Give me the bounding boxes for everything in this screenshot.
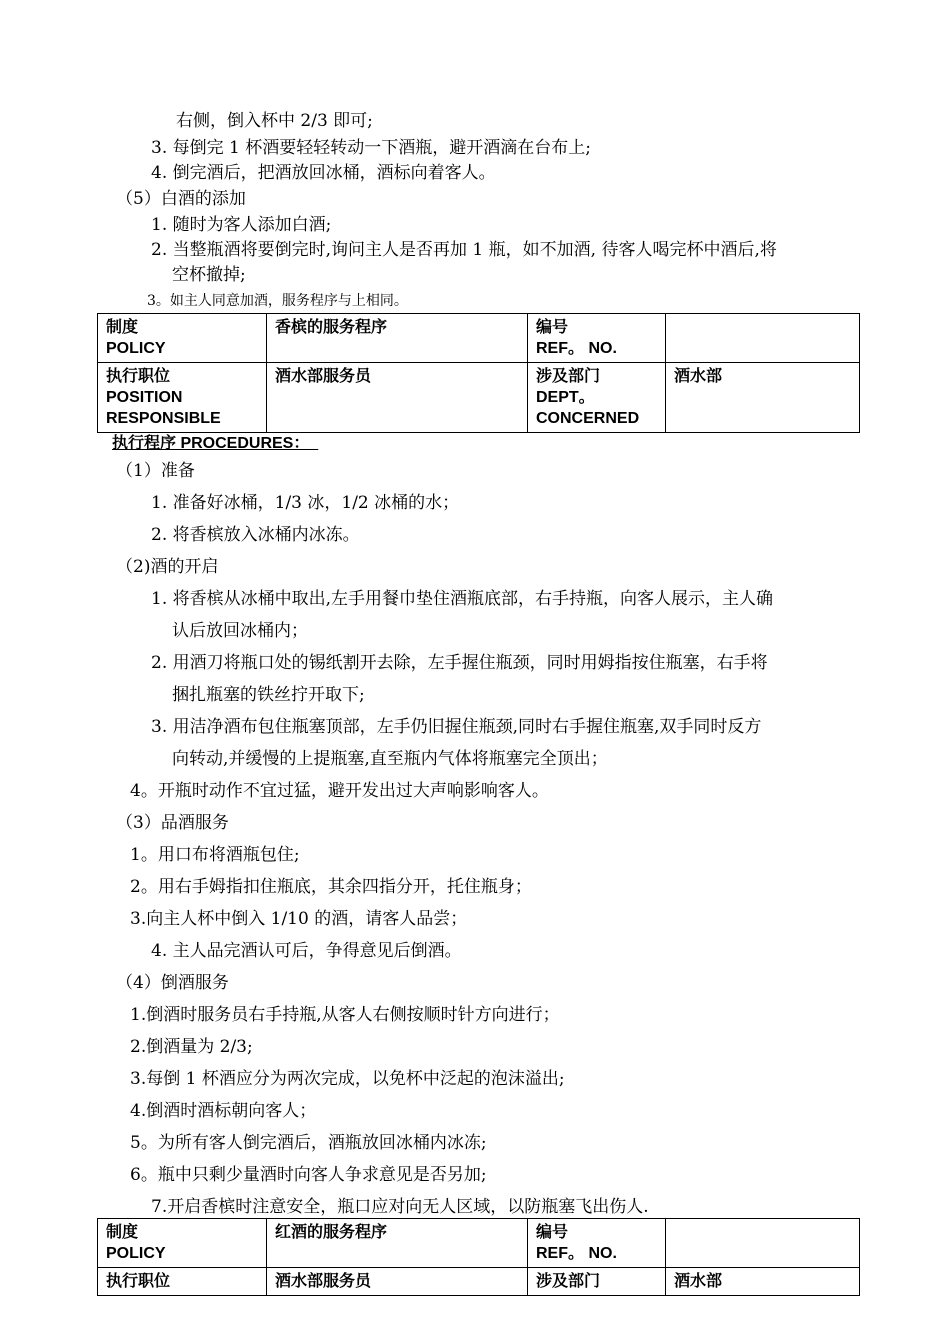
position-label-en: RESPONSIBLE <box>106 410 221 427</box>
text-line: 2。用右手姆指扣住瓶底，其余四指分开，托住瓶身； <box>130 877 532 897</box>
text-line: 3.每倒 1 杯酒应分为两次完成，以免杯中泛起的泡沫溢出; <box>130 1069 565 1089</box>
text-line: 2. 将香槟放入冰桶内冰冻。 <box>151 525 360 545</box>
text-line: 认后放回冰桶内； <box>172 621 308 641</box>
dept-value: 酒水部 <box>674 368 723 385</box>
text-line: 6。瓶中只剩少量酒时向客人争求意见是否另加; <box>130 1165 487 1185</box>
policy-table-red-wine <box>97 1218 860 1296</box>
dept-label-en: CONCERNED <box>536 410 640 427</box>
text-line: 2. 当整瓶酒将要倒完时,询问主人是否再加 1 瓶，如不加酒, 待客人喝完杯中酒后,将 <box>151 240 777 260</box>
text-line: 3. 用洁净酒布包住瓶塞顶部，左手仍旧握住瓶颈,同时右手握住瓶塞,双手同时反方 <box>151 717 762 737</box>
dept-value-cell <box>666 1268 860 1296</box>
text-line: 空杯撤掉; <box>172 265 246 285</box>
text-line: 4。开瓶时动作不宜过猛，避开发出过大声响影响客人。 <box>130 781 549 801</box>
text-line: 右侧，倒入杯中 2/3 即可; <box>176 111 373 131</box>
text-line: 4.倒酒时酒标朝向客人； <box>130 1101 317 1121</box>
position-label-cell <box>98 363 267 433</box>
section-heading: （3）品酒服务 <box>116 813 229 833</box>
section-heading: （1）准备 <box>116 461 195 481</box>
dept-label-en: DEPT。 <box>536 389 595 406</box>
text-line: 3. 每倒完 1 杯酒要轻轻转动一下酒瓶，避开酒滴在台布上; <box>151 138 591 158</box>
dept-label-cell <box>528 363 666 433</box>
text-line: 4. 主人品完酒认可后，争得意见后倒酒。 <box>151 941 462 961</box>
text-line: 7.开启香槟时注意安全，瓶口应对向无人区域，以防瓶塞飞出伤人. <box>151 1197 649 1217</box>
ref-label-cn: 编号 <box>536 1224 569 1241</box>
policy-label-en: POLICY <box>106 340 166 357</box>
text-line: 2.倒酒量为 2/3; <box>130 1037 253 1057</box>
position-value-cell <box>267 363 528 433</box>
position-label-cn: 执行职位 <box>106 368 171 385</box>
position-label-cell <box>98 1268 267 1296</box>
text-line: 2. 用酒刀将瓶口处的锡纸割开去除，左手握住瓶颈，同时用姆指按住瓶塞，右手将 <box>151 653 768 673</box>
policy-label-cell <box>98 1219 267 1268</box>
ref-label-cell <box>528 1219 666 1268</box>
ref-label-en: REF。 NO. <box>536 340 617 357</box>
dept-label-cn: 涉及部门 <box>536 1273 601 1290</box>
ref-label-cn: 编号 <box>536 319 569 336</box>
position-value: 酒水部服务员 <box>275 368 372 385</box>
position-label-cn: 执行职位 <box>106 1273 171 1290</box>
dept-value-cell <box>666 363 860 433</box>
ref-value-cell <box>666 1219 860 1268</box>
policy-title-cell <box>267 314 528 363</box>
position-label-en: POSITION <box>106 389 183 406</box>
policy-title-cell <box>267 1219 528 1268</box>
text-line: 1。用口布将酒瓶包住; <box>130 845 300 865</box>
ref-value-cell <box>666 314 860 363</box>
position-value-cell <box>267 1268 528 1296</box>
text-line: 1.倒酒时服务员右手持瓶,从客人右侧按顺时针方向进行； <box>130 1005 560 1025</box>
dept-label-cell <box>528 1268 666 1296</box>
dept-value: 酒水部 <box>674 1273 723 1290</box>
policy-label-en: POLICY <box>106 1245 166 1262</box>
policy-title: 香槟的服务程序 <box>275 319 388 336</box>
text-line: 5。为所有客人倒完酒后，酒瓶放回冰桶内冰冻; <box>130 1133 487 1153</box>
text-line: 3。如主人同意加酒，服务程序与上相同。 <box>147 293 408 309</box>
text-line: 3.向主人杯中倒入 1/10 的酒，请客人品尝； <box>130 909 468 929</box>
policy-label-cn: 制度 <box>106 1224 139 1241</box>
dept-label-cn: 涉及部门 <box>536 368 601 385</box>
text-line: 4. 倒完酒后，把酒放回冰桶，酒标向着客人。 <box>151 163 496 183</box>
section-heading: （5）白酒的添加 <box>116 189 246 209</box>
text-line: 捆扎瓶塞的铁丝拧开取下; <box>172 685 365 705</box>
text-line: 1. 准备好冰桶，1/3 冰，1/2 冰桶的水； <box>151 493 460 513</box>
policy-label-cell <box>98 314 267 363</box>
text-line: 1. 将香槟从冰桶中取出,左手用餐巾垫住酒瓶底部，右手持瓶，向客人展示，主人确 <box>151 589 774 609</box>
procedures-heading: 执行程序 PROCEDURES： <box>112 435 319 452</box>
position-value: 酒水部服务员 <box>275 1273 372 1290</box>
policy-title: 红酒的服务程序 <box>275 1224 388 1241</box>
ref-label-cell <box>528 314 666 363</box>
text-line: 1. 随时为客人添加白酒; <box>151 215 332 235</box>
section-heading: （2)酒的开启 <box>116 557 219 577</box>
text-line: 向转动,并缓慢的上提瓶塞,直至瓶内气体将瓶塞完全顶出； <box>172 749 608 769</box>
policy-table-champagne <box>97 313 860 433</box>
policy-label-cn: 制度 <box>106 319 139 336</box>
section-heading: （4）倒酒服务 <box>116 973 229 993</box>
ref-label-en: REF。 NO. <box>536 1245 617 1262</box>
